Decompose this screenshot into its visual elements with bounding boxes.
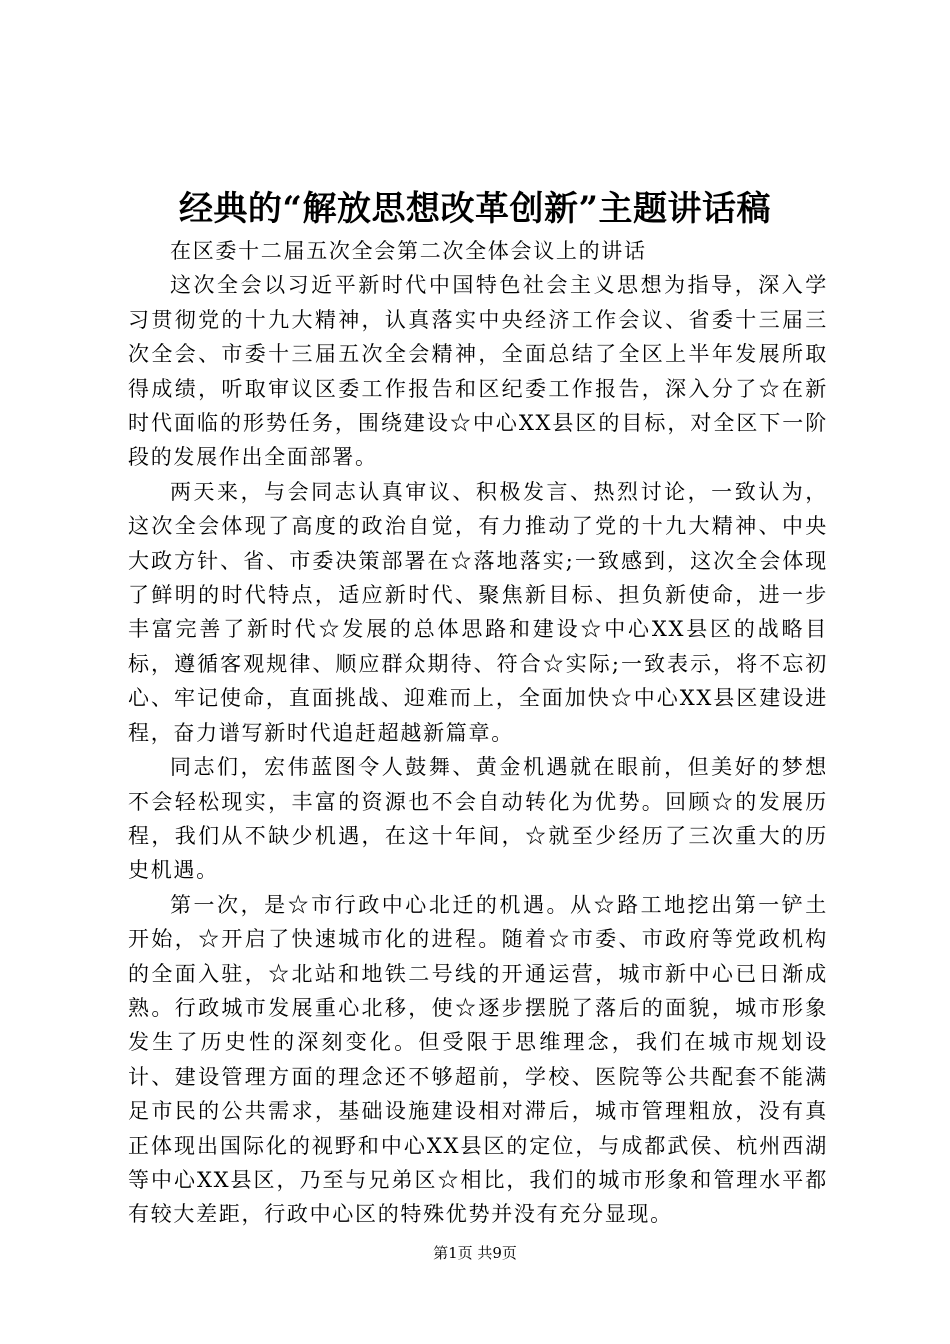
page-footer: 第1页 共9页 (433, 1244, 517, 1262)
document-title: 经典的“解放思想改革创新”主题讲话稿 (178, 189, 772, 229)
paragraph-4: 第一次，是☆市行政中心北迁的机遇。从☆路工地挖出第一铲土开始，☆开启了快速城市化的进程。随着☆市委、市政府等党政机构的全面入驻，☆北站和地铁二号线的开通运营，城市新中心已日渐成熟。行政城市发展重心北移，使☆逐步摆脱了落后的面貌，城市形象发生了历史性的深刻变化。但受限于思维理念，我们在城市规划设计、建设管理方面的理念还不够超前，学校、医院等公共配套不能满足市民的公共需求，基础设施建设相对滞后，城市管理粗放，没有真正体现出国际化的视野和中心XX县区的定位，与成都武侯、杭州西湖等中心XX县区，乃至与兄弟区☆相比，我们的城市形象和管理水平都有较大差距，行政中心区的特殊优势并没有充分显现。 (128, 892, 828, 1227)
paragraph-1: 这次全会以习近平新时代中国特色社会主义思想为指导，深入学习贯彻党的十九大精神，认真落实中央经济工作会议、省委十三届三次全会、市委十三届五次全会精神，全面总结了全区上半年发展所取得成绩，听取审议区委工作报告和区纪委工作报告，深入分了☆在新时代面临的形势任务，围绕建设☆中心XX县区的目标，对全区下一阶段的发展作出全面部署。 (128, 273, 828, 470)
speech-subtitle: 在区委十二届五次全会第二次全体会议上的讲话 (170, 239, 647, 263)
paragraph-2: 两天来，与会同志认真审议、积极发言、热烈讨论，一致认为，这次全会体现了高度的政治自觉，有力推动了党的十九大精神、中央大政方针、省、市委决策部署在☆落地落实;一致感到，这次全会体现了鲜明的时代特点，适应新时代、聚焦新目标、担负新使命，进一步丰富完善了新时代☆发展的总体思路和建设☆中心XX县区的战略目标，遵循客观规律、顺应群众期待、符合☆实际;一致表示，将不忘初心、牢记使命，直面挑战、迎难而上，全面加快☆中心XX县区建设进程，奋力谱写新时代追赶超越新篇章。 (128, 479, 828, 745)
document-body (128, 234, 828, 1232)
paragraph-3: 同志们，宏伟蓝图令人鼓舞、黄金机遇就在眼前，但美好的梦想不会轻松现实，丰富的资源也不会自动转化为优势。回顾☆的发展历程，我们从不缺少机遇，在这十年间，☆就至少经历了三次重大的历史机遇。 (128, 755, 828, 883)
